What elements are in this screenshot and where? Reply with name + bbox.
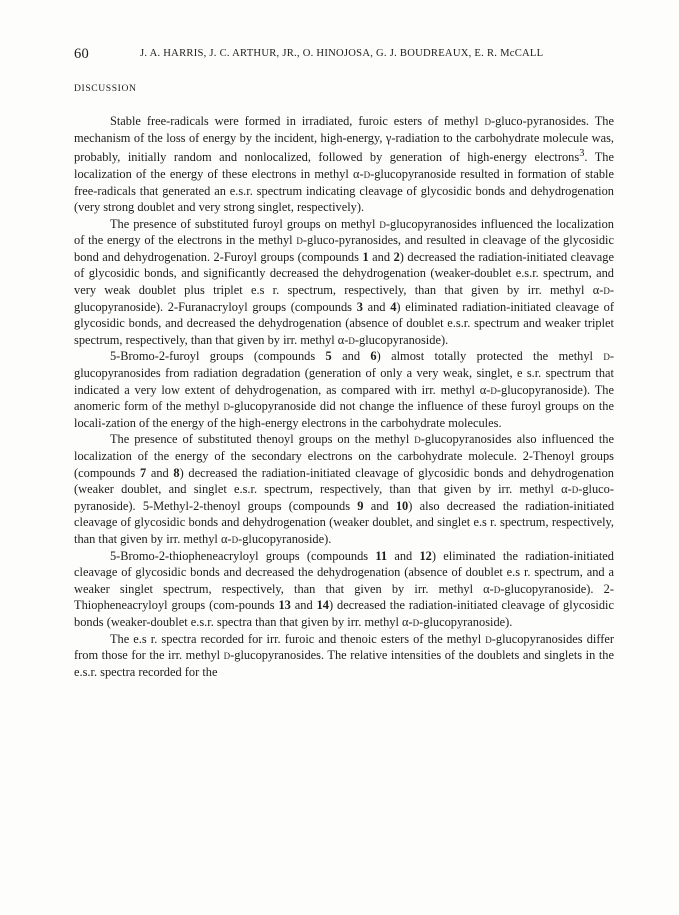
small-caps-d: d	[379, 216, 386, 231]
compound-number: 3	[356, 299, 363, 314]
text-run: and	[331, 349, 371, 364]
text-run: -glucopyranosides. The relative intensities of the doublets and singlets in the e.s.r. spectra recorded for the	[74, 648, 615, 679]
text-run: and	[368, 249, 394, 264]
paragraph-6	[74, 631, 614, 681]
text-run: -glucopyranoside).	[419, 614, 513, 629]
text-run: -gluco-pyranosides. The mechanism of the loss of energy by the incident, high-energy, γ-radiation to the carbohydrate molecule was, probably, initially random and nonlocalized, followed by generation of high-energy electrons	[74, 114, 614, 165]
compound-number: 10	[395, 498, 409, 513]
page-number: 60	[74, 46, 89, 62]
small-caps-d: d	[485, 631, 492, 646]
small-caps-d: d	[412, 614, 420, 629]
text-run: -glucopyranosides from radiation degradation (generation of only a very weak, singlet, e s.r. spectrum that indicated a very low extent of dehydrogenation, as compared with irr. methyl α-	[74, 349, 614, 397]
text-run: The presence of substituted furoyl groups on methyl	[109, 216, 380, 231]
small-caps-d: d	[223, 399, 230, 414]
compound-number: 5	[325, 349, 332, 364]
text-run: -glucopyranoside).	[354, 332, 449, 347]
text-run: ) decreased the radiation-initiated cleavage of glycosidic bonds, and significantly decreased the dehydrogenation (weaker-doublet e.s.r. spectrum, and very weak doublet plus triplet e.s r. spectrum, respectively, than that given by irr. methyl α-	[74, 249, 614, 298]
reference-superscript: 3	[579, 148, 585, 160]
small-caps-d: d	[603, 349, 610, 364]
text-run: and	[363, 498, 396, 513]
compound-number: 4	[390, 299, 397, 314]
text-run: 5-Bromo-2-furoyl groups (compounds	[109, 349, 326, 364]
text-run: -glucopyranoside did not change the influence of these furoyl groups on the locali-zation of the energy of the high-energy electrons in the carbohydrate molecules.	[74, 399, 614, 430]
compound-number: 7	[139, 465, 147, 480]
text-run: The presence of substituted thenoyl groups on the methyl	[109, 432, 415, 447]
compound-number: 14	[316, 598, 329, 613]
compound-number: 1	[362, 249, 369, 264]
paragraph-4	[74, 431, 614, 547]
small-caps-d: d	[490, 382, 497, 397]
compound-number: 8	[173, 465, 180, 480]
text-run: ) decreased the radiation-initiated cleavage of glycosidic bonds and dehydrogenation (weaker doublet, and singlet e.s.r. spectrum, respectively, than that given by irr. methyl α-	[74, 465, 614, 497]
text-run: ) also decreased the radiation-initiated cleavage of glycosidic bonds and dehydrogenation (weaker doublet, and singlet e.s r. spectrum, respectively, than that given by irr. methyl α-	[74, 498, 615, 546]
compound-number: 12	[419, 548, 432, 563]
text-run: -glucopyranoside).	[238, 531, 332, 546]
text-run: and	[290, 598, 317, 613]
small-caps-d: d	[296, 233, 303, 248]
text-run: and	[146, 465, 174, 480]
body-text	[74, 113, 614, 680]
text-run: -glucopyranoside). 2-Furanacryloyl groups (compounds	[74, 283, 614, 314]
text-run: -glucopyranoside). 2-Thiopheneacryloyl groups (com-pounds	[74, 581, 614, 613]
compound-number: 6	[370, 349, 377, 364]
running-head-authors: J. A. HARRIS, J. C. ARTHUR, JR., O. HINOJOSA, G. J. BOUDREAUX, E. R. McCALL	[140, 48, 544, 59]
text-run: The e.s r. spectra recorded for irr. furoic and thenoic esters of the methyl	[109, 631, 486, 646]
paragraph-3	[74, 348, 614, 431]
text-run: -glucopyranosides influenced the localization of the energy of the electrons in the methyl	[74, 216, 614, 248]
small-caps-d: d	[348, 332, 355, 347]
text-run: ) eliminated the radiation-initiated cleavage of glycosidic bonds and decreased the dehydrogenation (absence of doublet e.s r. spectrum, and a weaker singlet spectrum, respectively, than that given by irr. methyl α-	[74, 548, 614, 596]
paragraph-1	[74, 113, 614, 216]
text-run: Stable free-radicals were formed in irradiated, furoic esters of methyl	[109, 114, 485, 128]
section-heading: DISCUSSION	[74, 83, 137, 94]
small-caps-d: d	[363, 166, 371, 181]
small-caps-d: d	[223, 648, 231, 663]
compound-number: 11	[375, 548, 388, 563]
text-run: ) decreased the radiation-initiated cleavage of glycosidic bonds (weaker-doublet e.s.r. spectra than that given by irr. methyl α-	[74, 598, 614, 629]
text-run: . The localization of the energy of these electrons in methyl α-	[74, 150, 614, 181]
small-caps-d: d	[493, 581, 501, 596]
page-header	[74, 44, 614, 68]
text-run: ) almost totally protected the methyl	[376, 349, 604, 364]
text-run: -glucopyranosides also influenced the localization of the energy of the secondary electrons on the carbohydrate molecule. 2-Thenoyl groups (compounds	[74, 432, 614, 480]
text-run: and	[362, 299, 391, 314]
compound-number: 2	[393, 249, 400, 264]
small-caps-d: d	[231, 531, 239, 546]
small-caps-d: d	[571, 482, 579, 497]
paragraph-2	[74, 216, 614, 349]
text-run: and	[387, 548, 420, 563]
text-run: -glucopyranoside resulted in formation of stable free-radicals that generated an e.s.r. spectrum indicating cleavage of glycosidic bonds and dehydrogenation (very strong doublet and very strong singlet, respectively).	[74, 166, 614, 215]
text-run: -gluco-pyranosides, and resulted in cleavage of the glycosidic bond and dehydrogenation. 2-Furoyl groups (compounds	[74, 233, 614, 264]
small-caps-d: d	[414, 432, 421, 447]
compound-number: 9	[357, 498, 364, 513]
text-run: -gluco-pyranoside). 5-Methyl-2-thenoyl groups (compounds	[74, 482, 614, 513]
paragraph-5	[74, 548, 614, 631]
text-run: 5-Bromo-2-thiopheneacryloyl groups (compounds	[109, 548, 376, 563]
text-run: ) eliminated radiation-initiated cleavage of glycosidic bonds, and decreased the dehydrogenation (absence of doublet e.s.r. spectrum and weaker triplet spectrum, respectively, than that given by irr. methyl α-	[74, 299, 614, 347]
small-caps-d: d	[484, 114, 491, 128]
compound-number: 13	[278, 598, 291, 613]
text-run: -glucopyranosides differ from those for the irr. methyl	[74, 631, 614, 663]
text-run: -glucopyranoside). The anomeric form of the methyl	[74, 382, 614, 414]
small-caps-d: d	[603, 283, 610, 298]
